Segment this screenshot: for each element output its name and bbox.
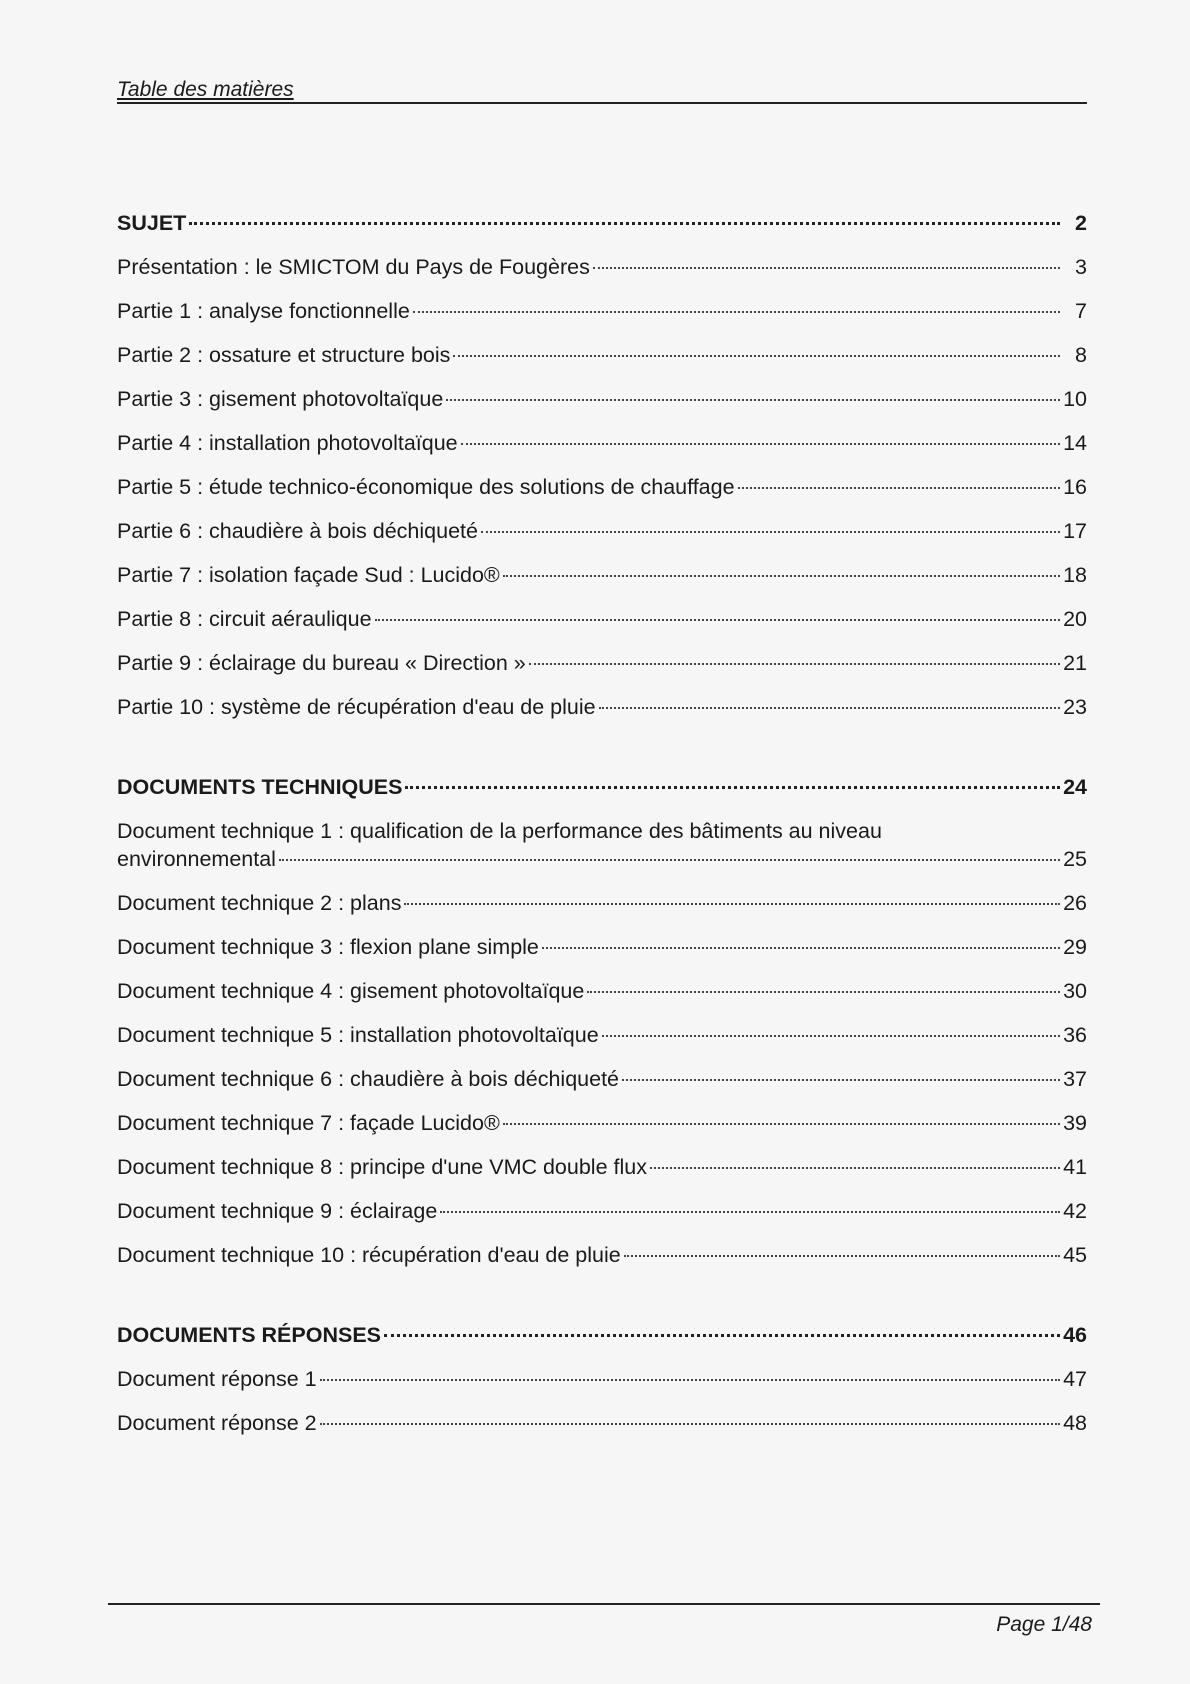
- dot-leader: [624, 1255, 1060, 1257]
- dot-leader: [593, 267, 1060, 269]
- entry-page: 45: [1063, 1243, 1087, 1267]
- dot-leader: [529, 663, 1060, 665]
- entry-page: 14: [1063, 431, 1087, 455]
- toc-section-documents-techniques: [117, 773, 1087, 1269]
- entry-page: 18: [1063, 563, 1087, 587]
- dot-leader: [650, 1167, 1060, 1169]
- entry-label: Document technique 9 : éclairage: [117, 1199, 438, 1223]
- toc-entry[interactable]: [117, 561, 1087, 589]
- section-title: SUJET: [117, 211, 187, 235]
- section-page: 2: [1075, 211, 1087, 235]
- entry-label: Partie 10 : système de récupération d'eau de pluie: [117, 695, 596, 719]
- dot-leader: [599, 707, 1060, 709]
- toc-entry[interactable]: [117, 977, 1087, 1005]
- entry-page: 47: [1063, 1367, 1087, 1391]
- dot-leader: [503, 575, 1060, 577]
- dot-leader: [453, 355, 1060, 357]
- section-heading[interactable]: [117, 1321, 1087, 1349]
- entry-label: Partie 1 : analyse fonctionnelle: [117, 299, 410, 323]
- dot-leader: [622, 1079, 1060, 1081]
- toc-entry[interactable]: [117, 297, 1087, 325]
- entry-page: 16: [1063, 475, 1087, 499]
- entry-page: 23: [1063, 695, 1087, 719]
- toc-entry[interactable]: [117, 1153, 1087, 1181]
- entry-label: Document technique 6 : chaudière à bois déchiqueté: [117, 1067, 620, 1091]
- page-header: [117, 76, 1087, 104]
- toc-entry[interactable]: [117, 517, 1087, 545]
- toc-entry[interactable]: [117, 341, 1087, 369]
- entry-label: Document technique 4 : gisement photovoltaïque: [117, 979, 585, 1003]
- dot-leader: [446, 399, 1060, 401]
- entry-label: Partie 3 : gisement photovoltaïque: [117, 387, 444, 411]
- entry-page: 3: [1075, 255, 1087, 279]
- entry-label: Partie 4 : installation photovoltaïque: [117, 431, 458, 455]
- table-of-contents: [117, 209, 1087, 1453]
- dot-leader: [405, 786, 1060, 789]
- entry-label: Document technique 10 : récupération d'eau de pluie: [117, 1243, 621, 1267]
- toc-entry[interactable]: [117, 1365, 1087, 1393]
- entry-label: Document réponse 2: [117, 1411, 317, 1435]
- dot-leader: [542, 947, 1060, 949]
- entry-page: 17: [1063, 519, 1087, 543]
- section-heading[interactable]: [117, 209, 1087, 237]
- entry-page: 30: [1063, 979, 1087, 1003]
- entry-page: 39: [1063, 1111, 1087, 1135]
- toc-entry[interactable]: [117, 1197, 1087, 1225]
- entry-label: Document technique 5 : installation photovoltaïque: [117, 1023, 599, 1047]
- toc-entry[interactable]: [117, 253, 1087, 281]
- entry-page: 10: [1063, 387, 1087, 411]
- entry-page: 26: [1063, 891, 1087, 915]
- toc-entry[interactable]: [117, 889, 1087, 917]
- section-heading[interactable]: [117, 773, 1087, 801]
- toc-entry[interactable]: [117, 1065, 1087, 1093]
- page-footer: [108, 1603, 1100, 1636]
- entry-label: Partie 6 : chaudière à bois déchiqueté: [117, 519, 478, 543]
- dot-leader: [320, 1423, 1060, 1425]
- dot-leader: [440, 1211, 1060, 1213]
- header-title: Table des matières: [117, 78, 294, 101]
- entry-page: 36: [1063, 1023, 1087, 1047]
- toc-entry[interactable]: [117, 385, 1087, 413]
- toc-entry[interactable]: [117, 473, 1087, 501]
- entry-page: 8: [1075, 343, 1087, 367]
- section-title: DOCUMENTS RÉPONSES: [117, 1323, 382, 1347]
- toc-entry[interactable]: [117, 1241, 1087, 1269]
- toc-section-sujet: [117, 209, 1087, 721]
- dot-leader: [375, 619, 1060, 621]
- entry-page: 25: [1063, 847, 1087, 871]
- entry-page: 48: [1063, 1411, 1087, 1435]
- entry-label: Présentation : le SMICTOM du Pays de Fougères: [117, 255, 590, 279]
- section-page: 24: [1063, 775, 1087, 799]
- dot-leader: [738, 487, 1060, 489]
- toc-section-documents-reponses: [117, 1321, 1087, 1437]
- toc-entry-wrapped[interactable]: [117, 817, 1087, 873]
- entry-label: Partie 8 : circuit aéraulique: [117, 607, 372, 631]
- entry-label: Partie 2 : ossature et structure bois: [117, 343, 451, 367]
- dot-leader: [189, 222, 1060, 225]
- toc-entry[interactable]: [117, 649, 1087, 677]
- dot-leader: [404, 903, 1060, 905]
- entry-label: Document réponse 1: [117, 1367, 317, 1391]
- entry-page: 20: [1063, 607, 1087, 631]
- dot-leader: [384, 1334, 1060, 1337]
- entry-page: 29: [1063, 935, 1087, 959]
- entry-page: 37: [1063, 1067, 1087, 1091]
- dot-leader: [413, 311, 1060, 313]
- entry-label: Document technique 3 : flexion plane simple: [117, 935, 539, 959]
- dot-leader: [503, 1123, 1060, 1125]
- entry-label: Partie 5 : étude technico-économique des solutions de chauffage: [117, 475, 735, 499]
- entry-label: Document technique 8 : principe d'une VMC double flux: [117, 1155, 647, 1179]
- page-number: Page 1/48: [996, 1613, 1092, 1636]
- section-title: DOCUMENTS TECHNIQUES: [117, 775, 403, 799]
- toc-entry[interactable]: [117, 429, 1087, 457]
- dot-leader: [320, 1379, 1060, 1381]
- toc-entry[interactable]: [117, 693, 1087, 721]
- entry-label-line2: environnemental: [117, 847, 276, 871]
- entry-label: Document technique 2 : plans: [117, 891, 402, 915]
- dot-leader: [481, 531, 1060, 533]
- entry-label: Partie 7 : isolation façade Sud : Lucido®: [117, 563, 500, 587]
- dot-leader: [602, 1035, 1060, 1037]
- entry-page: 7: [1075, 299, 1087, 323]
- section-page: 46: [1063, 1323, 1087, 1347]
- toc-entry[interactable]: [117, 933, 1087, 961]
- entry-label: Document technique 7 : façade Lucido®: [117, 1111, 500, 1135]
- entry-page: 41: [1063, 1155, 1087, 1179]
- dot-leader: [587, 991, 1060, 993]
- entry-page: 21: [1063, 651, 1087, 675]
- toc-entry[interactable]: [117, 605, 1087, 633]
- toc-entry[interactable]: [117, 1021, 1087, 1049]
- dot-leader: [279, 859, 1060, 861]
- entry-label-line1: Document technique 1 : qualification de la performance des bâtiments au niveau: [117, 819, 882, 843]
- entry-label: Partie 9 : éclairage du bureau « Direction »: [117, 651, 526, 675]
- entry-page: 42: [1063, 1199, 1087, 1223]
- dot-leader: [461, 443, 1060, 445]
- toc-entry[interactable]: [117, 1409, 1087, 1437]
- toc-entry[interactable]: [117, 1109, 1087, 1137]
